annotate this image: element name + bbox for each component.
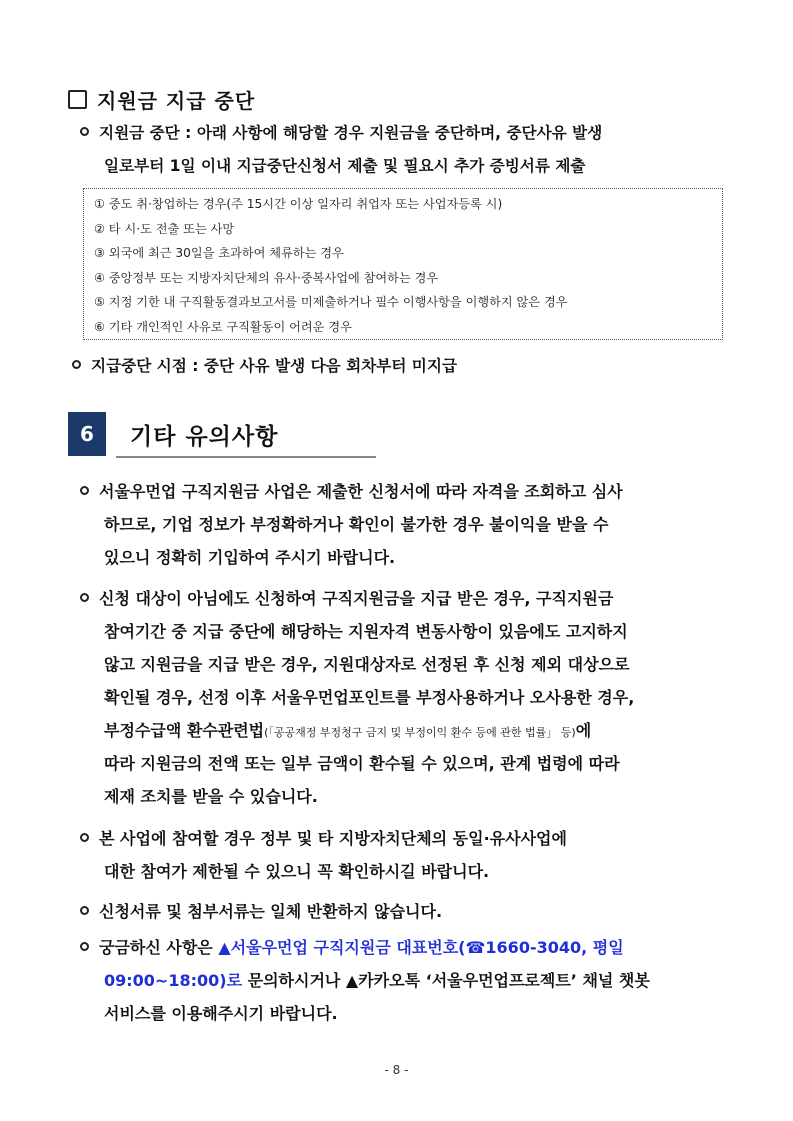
paragraph-line — [104, 720, 591, 744]
checkbox-square-icon — [68, 90, 87, 109]
contact-highlight: ▲서울우먼업 구직지원금 대표번호(☎1660-3040, 평일 — [218, 938, 624, 957]
bullet-continuation: 일로부터 1일 이내 지급중단신청서 제출 및 필요시 추가 증빙서류 제출 — [104, 157, 586, 175]
paragraph-line: 본 사업에 참여할 경우 정부 및 타 지방자치단체의 동일·유사사업에 — [99, 829, 567, 848]
reason-item: ③ 외국에 최근 30일을 초과하여 체류하는 경우 — [94, 246, 344, 260]
suspension-reasons-box — [83, 188, 723, 340]
heading-underline — [116, 456, 376, 458]
bullet-item — [72, 355, 457, 377]
circle-bullet-icon — [80, 942, 89, 951]
circle-bullet-icon — [80, 127, 89, 136]
paragraph-line: 않고 지원금을 지급 받은 경우, 지원대상자로 선정된 후 신청 제외 대상으로 — [104, 655, 630, 674]
paragraph-line: 신청 대상이 아님에도 신청하여 구직지원금을 지급 받은 경우, 구직지원금 — [99, 589, 614, 608]
paragraph-line — [104, 970, 650, 992]
paragraph-line: 서울우먼업 구직지원금 사업은 제출한 신청서에 따라 자격을 조회하고 심사 — [99, 482, 623, 501]
paragraph-text: 에 — [575, 721, 592, 740]
paragraph-line: 신청서류 및 첨부서류는 일체 반환하지 않습니다. — [99, 902, 443, 921]
reason-item: ⑥ 기타 개인적인 사유로 구직활동이 어려운 경우 — [94, 319, 352, 334]
contact-highlight: 09:00~18:00)로 — [104, 971, 243, 990]
circle-bullet-icon — [72, 360, 81, 369]
bullet-item — [80, 122, 602, 144]
section-number-badge: 6 — [68, 412, 106, 456]
circle-bullet-icon — [80, 486, 89, 495]
circle-bullet-icon — [80, 906, 89, 915]
law-name-note: (「공공재정 부정청구 금지 및 부정이익 환수 등에 관한 법률」 등) — [264, 726, 576, 739]
paragraph-text: 문의하시거나 ▲카카오톡 ‘서울우먼업프로젝트’ 채널 챗봇 — [242, 971, 650, 990]
reason-item: ① 중도 취·창업하는 경우(주 15시간 이상 일자리 취업자 또는 사업자등록 시) — [94, 197, 503, 211]
bullet-text: 지원금 중단 : 아래 사항에 해당할 경우 지원금을 중단하며, 중단사유 발생 — [99, 124, 603, 142]
paragraph-line: 서비스를 이용해주시기 바랍니다. — [104, 1004, 338, 1023]
law-reference: 부정수급액 환수관련법 — [104, 721, 265, 740]
paragraph-line: 따라 지원금의 전액 또는 일부 금액이 환수될 수 있으며, 관계 법령에 따라 — [104, 754, 620, 773]
circle-bullet-icon — [80, 593, 89, 602]
reason-item: ⑤ 지정 기한 내 구직활동결과보고서를 미제출하거나 필수 이행사항을 이행하지 않은 경우 — [94, 295, 568, 309]
section-6-heading — [68, 412, 728, 458]
section-heading — [68, 86, 255, 112]
paragraph-line: 참여기간 중 지급 중단에 해당하는 지원자격 변동사항이 있음에도 고지하지 — [104, 622, 628, 641]
paragraph-line: 있으니 정확히 기입하여 주시기 바랍니다. — [104, 548, 396, 567]
page-number: - 8 - — [384, 1063, 409, 1077]
section-title: 지원금 지급 중단 — [97, 88, 256, 113]
paragraph-line: 제재 조치를 받을 수 있습니다. — [104, 787, 318, 806]
paragraph-line: 대한 참여가 제한될 수 있으니 꼭 확인하시길 바랍니다. — [104, 862, 490, 881]
reason-item: ② 타 시·도 전출 또는 사망 — [94, 221, 235, 236]
paragraph-line: 하므로, 기업 정보가 부정확하거나 확인이 불가한 경우 불이익을 받을 수 — [104, 515, 609, 534]
section-title: 기타 유의사항 — [130, 424, 279, 450]
circle-bullet-icon — [80, 833, 89, 842]
paragraph-line: 확인될 경우, 선정 이후 서울우먼업포인트를 부정사용하거나 오사용한 경우, — [104, 688, 635, 707]
bullet-text: 지급중단 시점 : 중단 사유 발생 다음 회차부터 미지급 — [91, 357, 458, 375]
reason-item: ④ 중앙정부 또는 지방자치단체의 유사·중복사업에 참여하는 경우 — [94, 270, 439, 285]
paragraph-text: 궁금하신 사항은 — [99, 938, 219, 957]
